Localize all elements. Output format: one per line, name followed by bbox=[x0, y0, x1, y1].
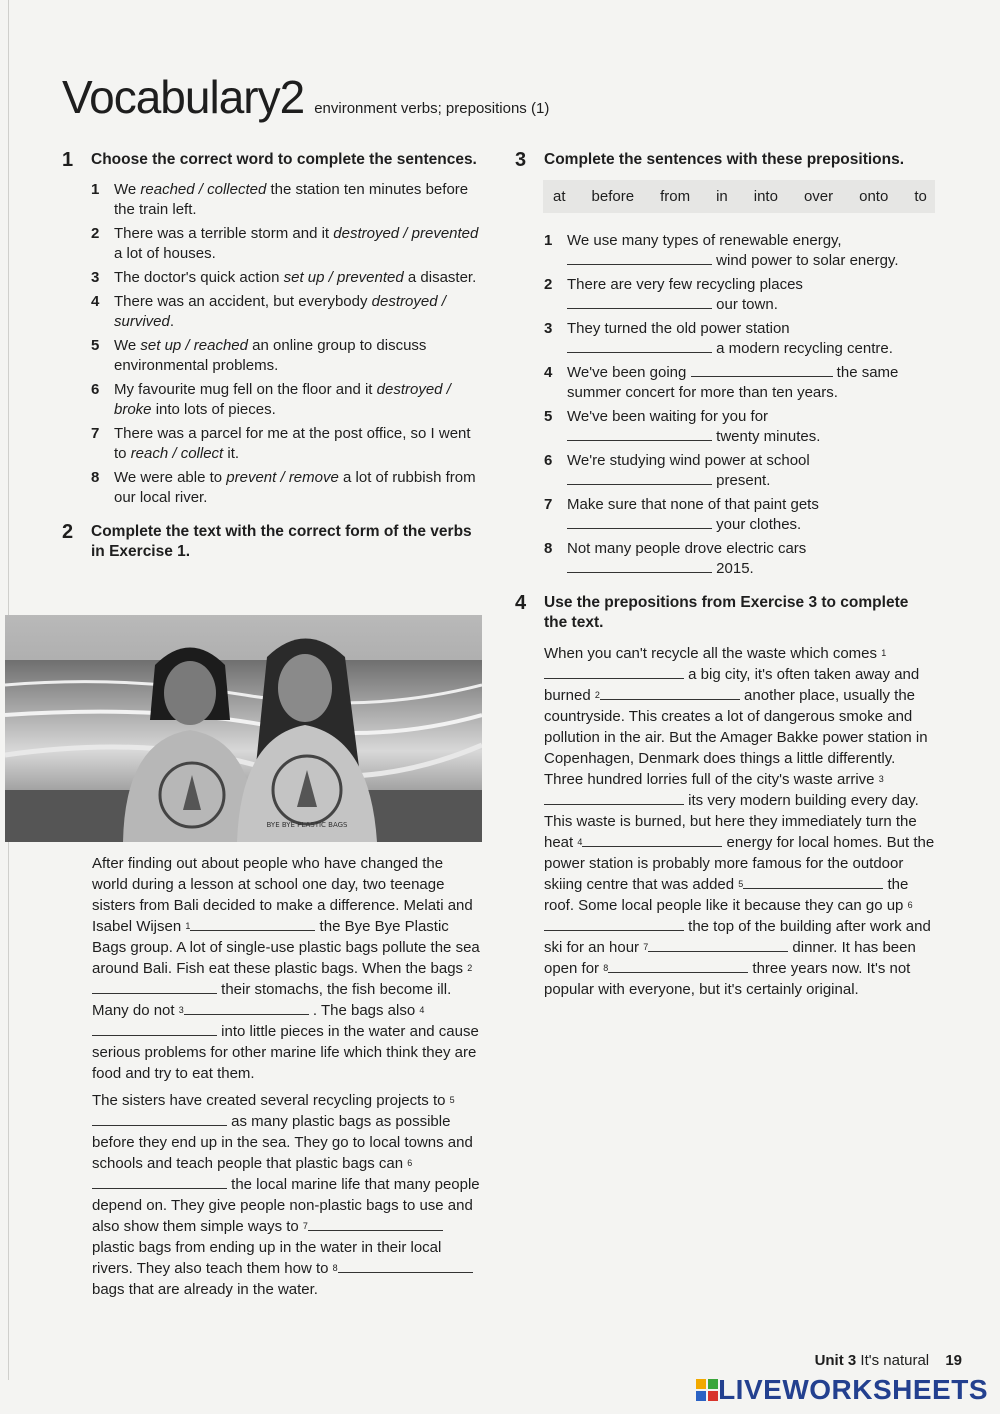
exercise-1-item bbox=[91, 380, 482, 420]
answer-blank[interactable] bbox=[567, 516, 712, 529]
item-text bbox=[567, 407, 935, 447]
gap-number: 5 bbox=[449, 1095, 455, 1105]
preposition-word: onto bbox=[859, 188, 889, 205]
item-text bbox=[114, 180, 482, 220]
answer-blank[interactable] bbox=[92, 1113, 227, 1126]
answer-blank[interactable] bbox=[567, 472, 712, 485]
preposition-word: from bbox=[660, 188, 691, 205]
text-segment: another place, usually the countryside. This creates a lot of dangerous smoke and pollution in the air. But the Amager Bakke power station in Copenhagen, Denmark does things a little differently. Three hundred lorries full of the city's waste arrive bbox=[544, 687, 928, 788]
sentence-end: a disaster. bbox=[403, 269, 477, 286]
exercise-3-items bbox=[544, 231, 935, 579]
answer-blank[interactable] bbox=[567, 296, 712, 309]
gap-number: 5 bbox=[738, 879, 744, 889]
item-number: 5 bbox=[91, 337, 100, 354]
item-text bbox=[114, 424, 482, 464]
exercise-2-heading bbox=[62, 522, 482, 562]
sentence-end: 2015. bbox=[712, 560, 754, 577]
exercise-2-text bbox=[92, 853, 482, 1306]
gap-number: 6 bbox=[907, 900, 913, 910]
answer-blank[interactable] bbox=[743, 876, 883, 889]
item-text bbox=[114, 336, 482, 376]
liveworksheets-icon bbox=[696, 1379, 718, 1401]
item-text bbox=[567, 451, 935, 491]
exercise-3-item bbox=[544, 319, 935, 359]
sentence-start: They turned the old power station bbox=[567, 320, 790, 337]
exercise-title: Complete the sentences with these prepositions. bbox=[544, 151, 905, 168]
text-segment: the top of the building after work and ski for an hour bbox=[544, 918, 931, 956]
word-choice[interactable]: destroyed / prevented bbox=[333, 225, 479, 242]
exercise-3-item bbox=[544, 495, 935, 535]
gap-number: 7 bbox=[643, 942, 649, 952]
photo-illustration bbox=[5, 615, 482, 842]
sisters-beach-photo bbox=[5, 615, 482, 842]
answer-blank[interactable] bbox=[608, 960, 748, 973]
left-column bbox=[62, 150, 482, 572]
text-segment: the roof. Some local people like it because they can go up bbox=[544, 876, 909, 914]
answer-blank[interactable] bbox=[567, 428, 712, 441]
gap-number: 8 bbox=[332, 1263, 338, 1273]
text-segment: The sisters have created several recycling projects to bbox=[92, 1092, 450, 1109]
item-number: 4 bbox=[91, 293, 100, 310]
sentence-end: present. bbox=[712, 472, 771, 489]
word-choice[interactable]: reached / collected bbox=[140, 181, 267, 198]
exercise-4-text bbox=[544, 643, 938, 1000]
preposition-word: before bbox=[591, 188, 635, 205]
answer-blank[interactable] bbox=[544, 666, 684, 679]
exercise-3-item bbox=[544, 407, 935, 447]
sentence-start: Not many people drove electric cars bbox=[567, 540, 807, 557]
sentence-start: There was an accident, but everybody bbox=[114, 293, 372, 310]
text-segment: three years now. It's not popular with everyone, but it's certainly original. bbox=[544, 960, 911, 998]
gap-number: 2 bbox=[594, 690, 600, 700]
item-number: 8 bbox=[544, 540, 553, 557]
word-choice[interactable]: destroyed / survived bbox=[114, 293, 446, 330]
exercise-4-heading bbox=[515, 593, 935, 633]
exercise-number: 4 bbox=[515, 592, 527, 614]
sentence-start: We bbox=[114, 337, 141, 354]
sentence-end: it. bbox=[223, 445, 240, 462]
sentence-start: We're studying wind power at school bbox=[567, 452, 810, 469]
sentence-end: a modern recycling centre. bbox=[712, 340, 893, 357]
sentence-start: My favourite mug fell on the floor and it bbox=[114, 381, 377, 398]
item-text bbox=[114, 268, 482, 288]
gap-number: 6 bbox=[407, 1158, 413, 1168]
answer-blank[interactable] bbox=[308, 1218, 443, 1231]
preposition-word-box bbox=[543, 180, 935, 213]
text-segment: its very modern building every day. This waste is burned, but here they immediately turn the heat bbox=[544, 792, 919, 851]
exercise-3-item bbox=[544, 451, 935, 491]
sentence-start: We use many types of renewable energy, bbox=[567, 232, 842, 249]
text-segment: their stomachs, the fish become ill. Many do not bbox=[92, 981, 452, 1019]
word-choice[interactable]: reach / collect bbox=[130, 445, 224, 462]
footer-unit-title: It's natural bbox=[860, 1352, 930, 1369]
text-segment: the Bye Bye Plastic Bags group. A lot of single-use plastic bags pollute the sea around Bali. Fish eat these plastic bags. When the bags bbox=[92, 918, 480, 977]
exercise-3-item bbox=[544, 539, 935, 579]
preposition-word: into bbox=[753, 188, 778, 205]
exercise-1-item bbox=[91, 292, 482, 332]
exercise-2-paragraph-1 bbox=[92, 853, 482, 1084]
answer-blank[interactable] bbox=[691, 364, 833, 377]
item-text bbox=[567, 363, 935, 403]
answer-blank[interactable] bbox=[338, 1260, 473, 1273]
item-text bbox=[114, 292, 482, 332]
word-choice[interactable]: prevent / remove bbox=[226, 469, 339, 486]
text-segment: a big city, it's often taken away and burned bbox=[544, 666, 920, 704]
text-segment: dinner. It has been open for bbox=[544, 939, 916, 977]
footer-unit: Unit 3 bbox=[814, 1352, 857, 1369]
sentence-start: There are very few recycling places bbox=[567, 276, 803, 293]
item-text bbox=[567, 275, 935, 315]
page-number: 19 bbox=[945, 1352, 962, 1369]
gap-number: 8 bbox=[603, 963, 609, 973]
item-number: 8 bbox=[91, 469, 100, 486]
sentence-end: the same summer concert for more than ten years. bbox=[567, 364, 899, 401]
title-main: Vocabulary bbox=[62, 71, 280, 123]
liveworksheets-logo bbox=[696, 1374, 988, 1406]
sentence-end: twenty minutes. bbox=[712, 428, 821, 445]
gap-number: 3 bbox=[178, 1005, 184, 1015]
exercise-1-item bbox=[91, 336, 482, 376]
page-footer bbox=[815, 1352, 962, 1369]
sentence-end: a lot of rubbish from our local river. bbox=[114, 469, 476, 506]
text-segment: When you can't recycle all the waste which comes bbox=[544, 645, 882, 662]
sentence-start: We bbox=[114, 181, 141, 198]
text-segment: as many plastic bags as possible before they end up in the sea. They go to local towns and schools and teach people that plastic bags can bbox=[92, 1113, 473, 1172]
sentence-end: wind power to solar energy. bbox=[712, 252, 899, 269]
exercise-title: Use the prepositions from Exercise 3 to complete the text. bbox=[544, 594, 909, 631]
answer-blank[interactable] bbox=[184, 1002, 309, 1015]
exercise-number: 1 bbox=[62, 149, 74, 171]
gap-number: 7 bbox=[302, 1221, 308, 1231]
answer-blank[interactable] bbox=[92, 1023, 217, 1036]
preposition-word: at bbox=[553, 188, 566, 205]
exercise-1-item bbox=[91, 224, 482, 264]
gap-number: 3 bbox=[878, 774, 884, 784]
exercise-number: 2 bbox=[62, 521, 74, 543]
sentence-start: There was a parcel for me at the post office, so I went to bbox=[114, 425, 471, 462]
exercise-number: 3 bbox=[515, 149, 527, 171]
item-number: 2 bbox=[544, 276, 553, 293]
sentence-end: the station ten minutes before the train left. bbox=[114, 181, 469, 218]
item-number: 3 bbox=[91, 269, 100, 286]
preposition-word: over bbox=[803, 188, 834, 205]
item-number: 4 bbox=[544, 364, 553, 381]
sentence-start: Make sure that none of that paint gets bbox=[567, 496, 819, 513]
text-segment: . The bags also bbox=[308, 1002, 420, 1019]
word-choice[interactable]: destroyed / broke bbox=[114, 381, 451, 418]
item-text bbox=[114, 380, 482, 420]
text-segment: energy for local homes. But the power station is probably more famous for the outdoor skiing centre that was added bbox=[544, 834, 935, 893]
text-segment: bags that are already in the water. bbox=[92, 1281, 318, 1298]
sentence-start: We were able to bbox=[114, 469, 227, 486]
gap-number: 2 bbox=[467, 963, 473, 973]
exercise-1-heading bbox=[62, 150, 482, 170]
exercise-title: Complete the text with the correct form of the verbs in Exercise 1. bbox=[91, 523, 472, 560]
item-number: 2 bbox=[91, 225, 100, 242]
item-text bbox=[567, 539, 935, 579]
sentence-end: an online group to discuss environmental problems. bbox=[114, 337, 427, 374]
item-number: 7 bbox=[91, 425, 100, 442]
exercise-1-items bbox=[91, 180, 482, 508]
item-number: 1 bbox=[544, 232, 553, 249]
item-number: 3 bbox=[544, 320, 553, 337]
text-segment: into little pieces in the water and cause serious problems for other marine life which think they are food and try to eat them. bbox=[92, 1023, 479, 1082]
sentence-start: We've been going bbox=[567, 364, 691, 381]
title-subtitle: environment verbs; prepositions (1) bbox=[314, 100, 550, 117]
sentence-end: a lot of houses. bbox=[114, 245, 216, 262]
item-number: 6 bbox=[544, 452, 553, 469]
text-segment: the local marine life that many people depend on. They give people non-plastic bags to use and also show them simple ways to bbox=[92, 1176, 480, 1235]
text-segment: plastic bags from ending up in the water in their local rivers. They also teach them how to bbox=[92, 1239, 442, 1277]
word-choice[interactable]: set up / reached bbox=[140, 337, 248, 354]
item-text bbox=[114, 468, 482, 508]
gap-number: 1 bbox=[881, 648, 887, 658]
answer-blank[interactable] bbox=[600, 687, 740, 700]
answer-blank[interactable] bbox=[92, 981, 217, 994]
item-number: 5 bbox=[544, 408, 553, 425]
preposition-word: in bbox=[716, 188, 728, 205]
page-title bbox=[62, 70, 549, 124]
sentence-start: We've been waiting for you for bbox=[567, 408, 769, 425]
exercise-1-item bbox=[91, 180, 482, 220]
sentence-end: . bbox=[169, 313, 175, 330]
answer-blank[interactable] bbox=[648, 939, 788, 952]
exercise-3-item bbox=[544, 363, 935, 403]
answer-blank[interactable] bbox=[190, 918, 315, 931]
exercise-3-item bbox=[544, 231, 935, 271]
sentence-end: our town. bbox=[712, 296, 778, 313]
shirt-logo-text: BYE BYE PLASTIC BAGS bbox=[266, 821, 348, 829]
exercise-1-item bbox=[91, 468, 482, 508]
exercise-1-item bbox=[91, 424, 482, 464]
exercise-2-paragraph-2 bbox=[92, 1090, 482, 1300]
exercise-1-item bbox=[91, 268, 482, 288]
item-text bbox=[114, 224, 482, 264]
answer-blank[interactable] bbox=[567, 340, 712, 353]
gap-number: 4 bbox=[419, 1005, 425, 1015]
exercise-title: Choose the correct word to complete the sentences. bbox=[91, 151, 477, 168]
answer-blank[interactable] bbox=[544, 792, 684, 805]
right-column bbox=[515, 150, 935, 1000]
exercise-3-heading bbox=[515, 150, 935, 170]
answer-blank[interactable] bbox=[567, 252, 712, 265]
gap-number: 1 bbox=[185, 921, 191, 931]
item-number: 1 bbox=[91, 181, 100, 198]
preposition-word: to bbox=[914, 188, 927, 205]
item-text bbox=[567, 495, 935, 535]
item-number: 6 bbox=[91, 381, 100, 398]
item-text bbox=[567, 319, 935, 359]
sentence-end: into lots of pieces. bbox=[151, 401, 276, 418]
answer-blank[interactable] bbox=[567, 560, 712, 573]
title-number: 2 bbox=[279, 71, 305, 123]
word-choice[interactable]: set up / prevented bbox=[283, 269, 404, 286]
sentence-start: The doctor's quick action bbox=[114, 269, 284, 286]
sentence-start: There was a terrible storm and it bbox=[114, 225, 334, 242]
item-number: 7 bbox=[544, 496, 553, 513]
answer-blank[interactable] bbox=[92, 1176, 227, 1189]
exercise-3-item bbox=[544, 275, 935, 315]
gap-number: 4 bbox=[577, 837, 583, 847]
text-segment: After finding out about people who have changed the world during a lesson at school one day, two teenage sisters from Bali decided to make a difference. Melati and Isabel Wijsen bbox=[92, 855, 473, 935]
answer-blank[interactable] bbox=[544, 918, 684, 931]
liveworksheets-brand: LIVEWORKSHEETS bbox=[718, 1374, 988, 1405]
answer-blank[interactable] bbox=[582, 834, 722, 847]
item-text bbox=[567, 231, 935, 271]
sentence-end: your clothes. bbox=[712, 516, 802, 533]
